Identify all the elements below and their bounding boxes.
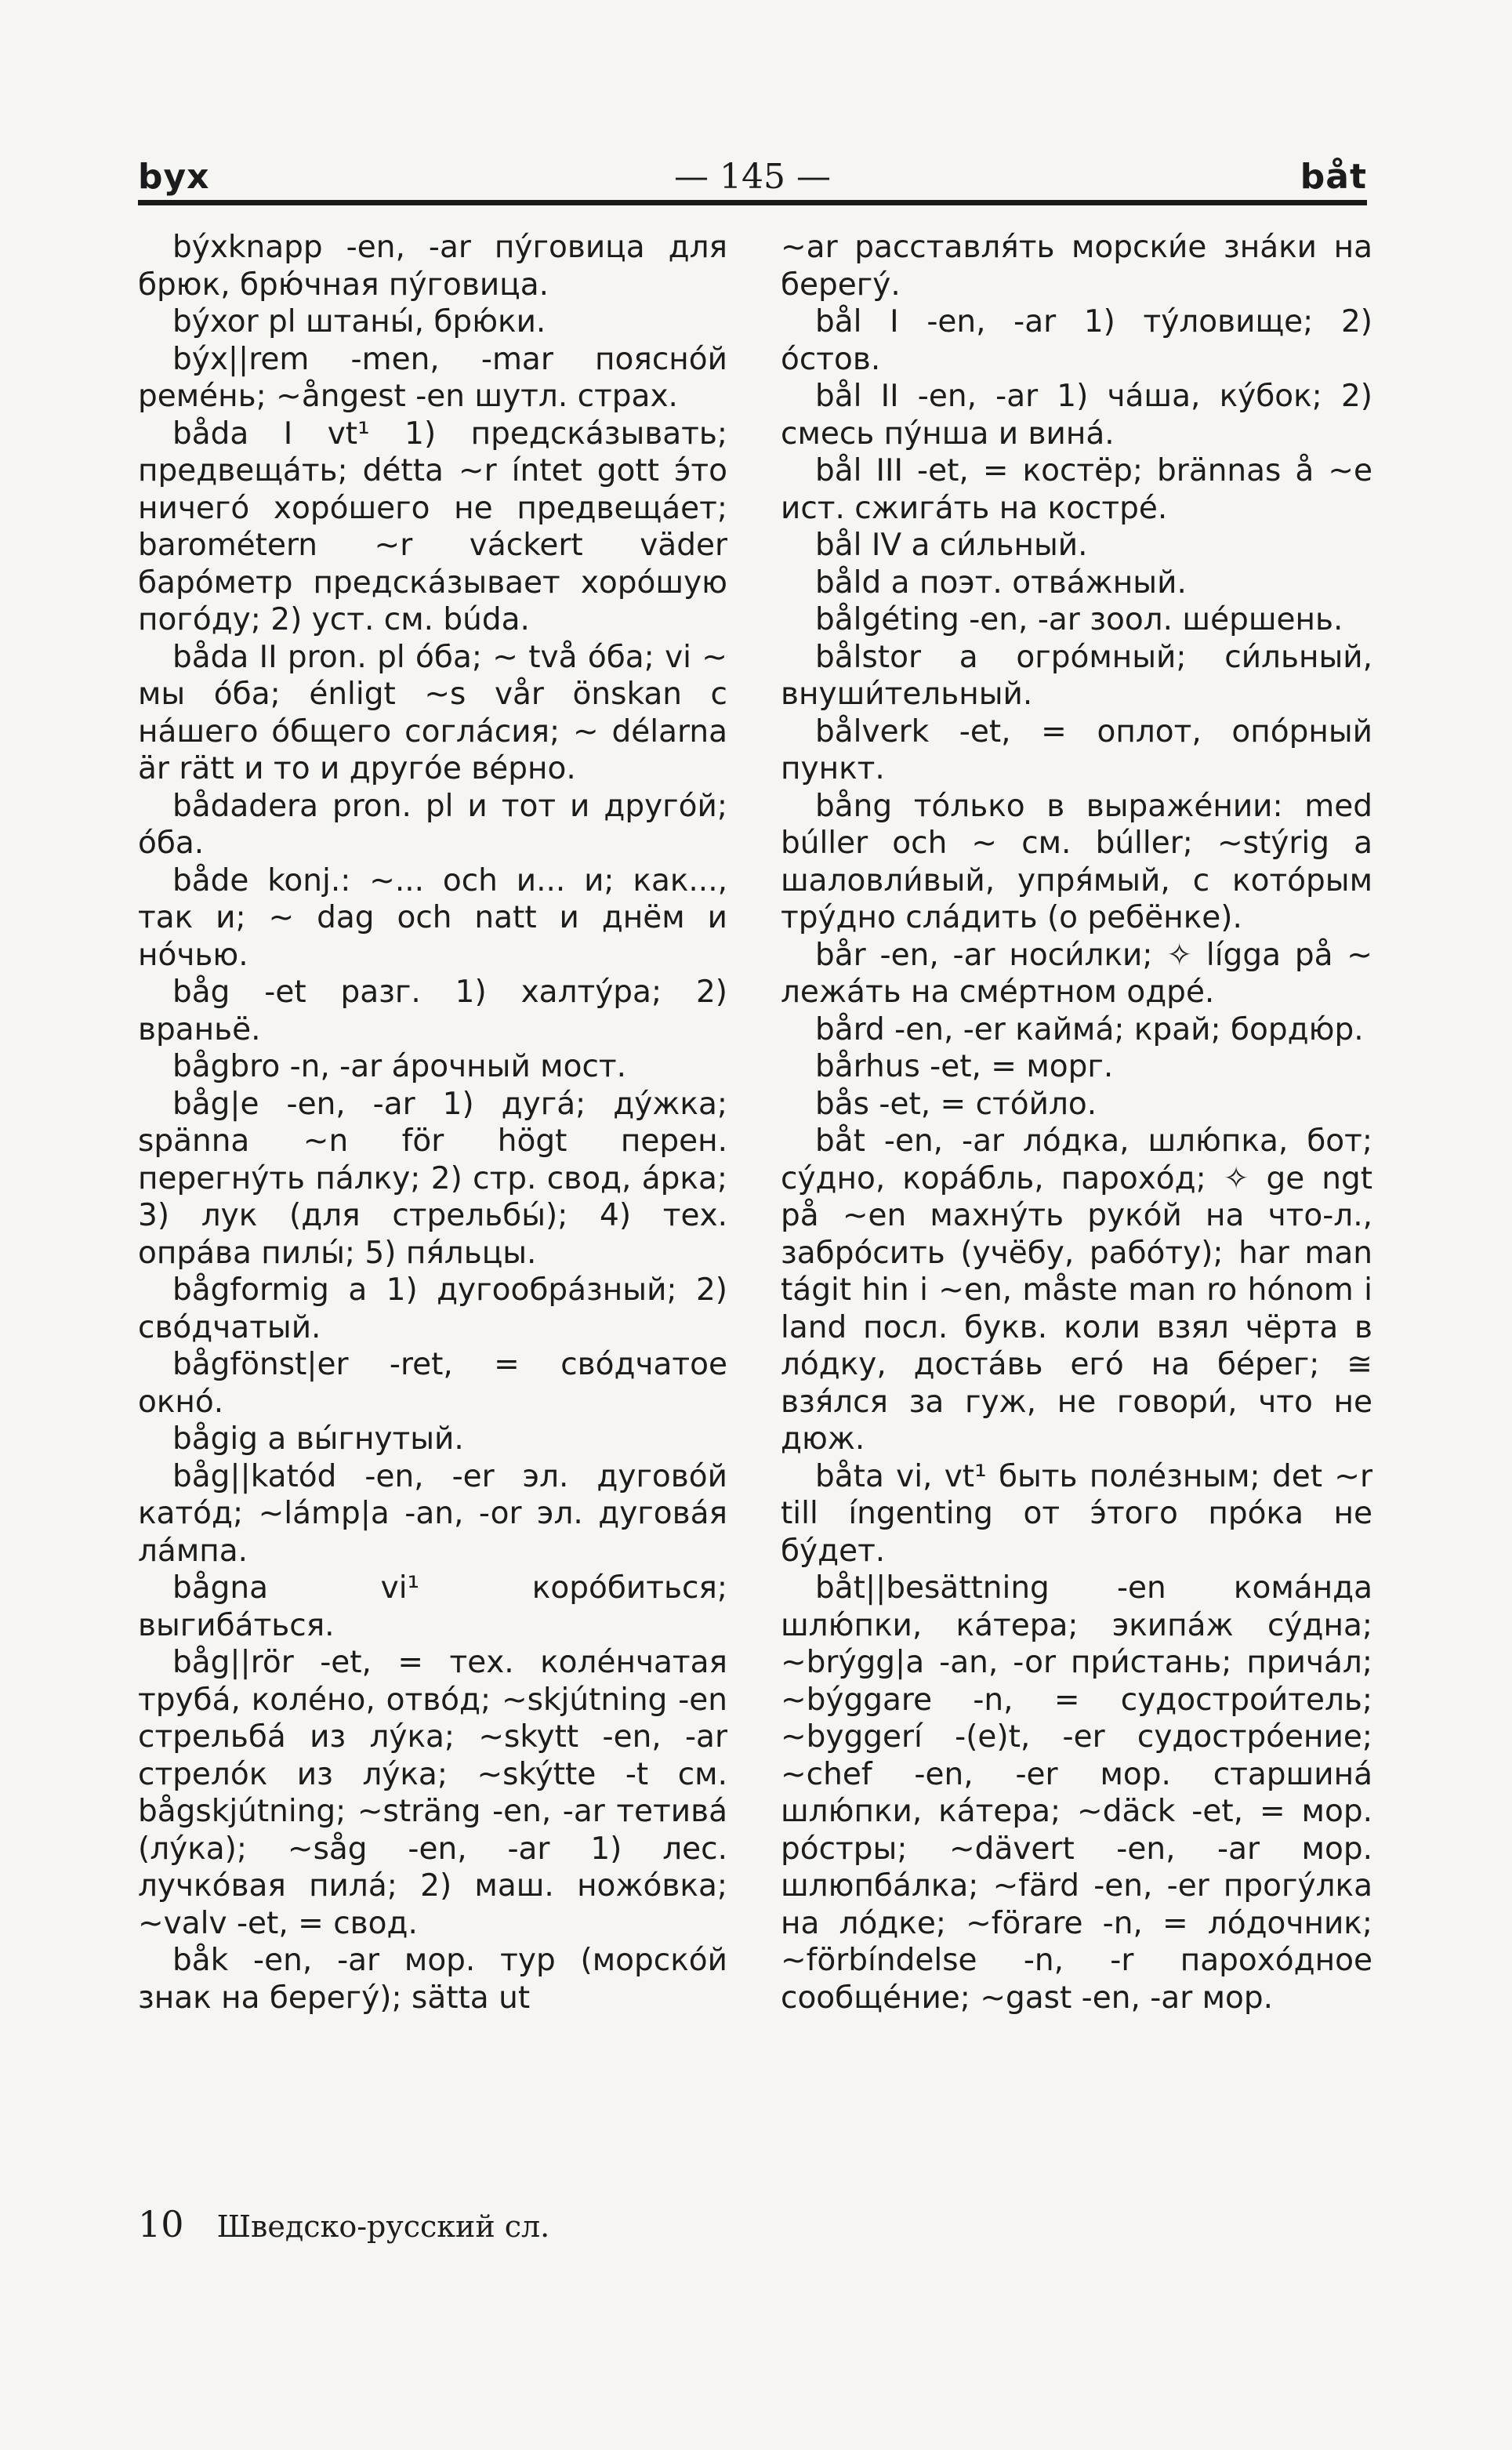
dictionary-entry: båda I vt¹ 1) предска́зывать; предвеща́ть; détta ~r íntet gott э́то ничего́ хоро́шего не предвеща́ет; barométern ~r váckert väder баро́метр предска́зывает хоро́шую пого́ду; 2) уст. см. búda.	[138, 416, 727, 637]
dictionary-entry: bård -en, -er кайма́; край; бордю́р.	[815, 1011, 1364, 1047]
dictionary-entry: bågbro -n, -ar а́рочный мост.	[172, 1049, 627, 1084]
page-header	[138, 157, 1367, 204]
dictionary-entry: bålstor a огро́мный; си́льный, внуши́тельный.	[781, 639, 1372, 712]
dictionary-entry: bågfönst|er -ret, = сво́дчатое окно́.	[138, 1347, 727, 1420]
right-column	[781, 229, 1372, 2016]
dictionary-entry: bål III -et, = костёр; brännas å ~e ист. сжига́ть на костре́.	[781, 453, 1372, 526]
dictionary-entry: båg|e -en, -ar 1) дуга́; ду́жка; spänna ~n för högt перен. перегну́ть па́лку; 2) стр. свод, а́рка; 3) лук (для стрельбы́); 4) тех. опра́ва пилы́; 5) пя́льцы.	[138, 1086, 727, 1271]
dictionary-entry: båt -en, -ar ло́дка, шлю́пка, бот; су́дно, кора́бль, парохо́д; ✧ ge ngt på ~en махну́ть руко́й на что-л., забро́сить (учёбу, рабо́ту); har man tágit hin i ~en, måste man ro hónom i land посл. букв. коли взял чёрта в ло́дку, доста́вь его́ на бе́рег; ≅ взя́лся за гуж, не говори́, что не дюж.	[781, 1123, 1372, 1457]
dictionary-entry: bårhus -et, = морг.	[815, 1049, 1114, 1084]
dictionary-entry: ~ar расставля́ть морски́е зна́ки на берегу́.	[781, 230, 1372, 303]
header-last-word: båt	[1300, 157, 1367, 197]
dictionary-entry: båg||katód -en, -er эл. дугово́й като́д; ~lámp|a -an, -or эл. дугова́я ла́мпа.	[138, 1458, 727, 1569]
dictionary-entry: býx||rem -men, -mar поясно́й реме́нь; ~ångest -en шутл. страх.	[138, 341, 727, 414]
dictionary-entry: båg -et разг. 1) халту́ра; 2) враньё.	[138, 975, 727, 1047]
dictionary-entry: bålgéting -en, -ar зоол. ше́ршень.	[815, 602, 1343, 637]
dictionary-entry: býxknapp -en, -ar пу́говица для брюк, брю́чная пу́говица.	[138, 230, 727, 303]
dictionary-entry: båta vi, vt¹ быть поле́зным; det ~r till íngenting от э́того про́ка не бу́дет.	[781, 1458, 1372, 1569]
dictionary-entry: båt||besättning -en кома́нда шлю́пки, ка́тера; экипа́ж су́дна; ~brýgg|a -an, -or при́стань; прича́л; ~býggare -n, = судострои́тель; ~byggerí -(e)t, -er судостро́ение; ~chef -en, -er мор. старшина́ шлю́пки, ка́тера; ~däck -et, = мор. ро́стры; ~dävert -en, -ar мор. шлюпба́лка; ~färd -en, -er прогу́лка на ло́дке; ~förare -n, = ло́дочник; ~förbíndelse -n, -r парохо́дное сообще́ние; ~gast -en, -ar мор.	[781, 1570, 1372, 2016]
dictionary-entry: båda II pron. pl о́ба; ~ två о́ба; vi ~ мы о́ба; énligt ~s vår önskan с на́шего о́бщего согла́сия; ~ délarna är rätt и то и друго́е ве́рно.	[138, 639, 727, 786]
dictionary-entry: bådadera pron. pl и тот и друго́й; о́ба.	[138, 788, 727, 861]
dictionary-entry: bång то́лько в выраже́нии: med búller och ~ см. búller; ~stýrig a шаловли́вый, упря́мый, с кото́рым тру́дно сла́дить (о ребёнке).	[781, 788, 1372, 935]
dictionary-entry: bål I -en, -ar 1) ту́ловище; 2) о́стов.	[781, 304, 1372, 377]
signature-number: 10	[138, 2203, 184, 2245]
dictionary-entry: bågformig a 1) дугообра́зный; 2) сво́дчатый.	[138, 1272, 727, 1345]
dictionary-entry: både konj.: ~... och и... и; как..., так и; ~ dag och natt и днём и но́чью.	[138, 862, 727, 973]
dictionary-entry: bål IV a си́льный.	[815, 528, 1088, 563]
dictionary-entry: bågig a вы́гнутый.	[172, 1421, 464, 1457]
page-number: — 145 —	[674, 157, 831, 197]
signature-title: Шведско-русский сл.	[216, 2209, 550, 2244]
dictionary-entry: bår -en, -ar носи́лки; ✧ lígga på ~ лежа́ть на сме́ртном одре́.	[781, 937, 1372, 1010]
dictionary-entry: båg||rör -et, = тех. коле́нчатая труба́, коле́но, отво́д; ~skjútning -en стрельба́ из лу́ка; ~skytt -en, -ar стрело́к из лу́ка; ~skýtte -t см. bågskjútning; ~sträng -en, -ar тетива́ (лу́ка); ~såg -en, -ar 1) лес. лучко́вая пила́; 2) маш. ножо́вка; ~valv -et, = свод.	[138, 1645, 727, 1941]
page-footer	[138, 2203, 765, 2245]
dictionary-entry: bål II -en, -ar 1) ча́ша, ку́бок; 2) смесь пу́нша и вина́.	[781, 379, 1372, 452]
dictionary-entry: båk -en, -ar мор. тур (морско́й знак на берегу́); sätta ut	[138, 1943, 727, 2016]
dictionary-entry: båld a поэт. отва́жный.	[815, 564, 1187, 601]
left-column	[138, 229, 727, 2016]
dictionary-entry: býxor pl штаны́, брю́ки.	[172, 304, 546, 339]
dictionary-entry: bås -et, = сто́йло.	[815, 1086, 1097, 1122]
dictionary-entry: bågna vi¹ коро́биться; выгиба́ться.	[138, 1570, 727, 1643]
dictionary-entry: bålverk -et, = оплот, опо́рный пункт.	[781, 713, 1372, 786]
header-rule	[138, 200, 1367, 205]
header-first-word: byx	[138, 157, 210, 197]
